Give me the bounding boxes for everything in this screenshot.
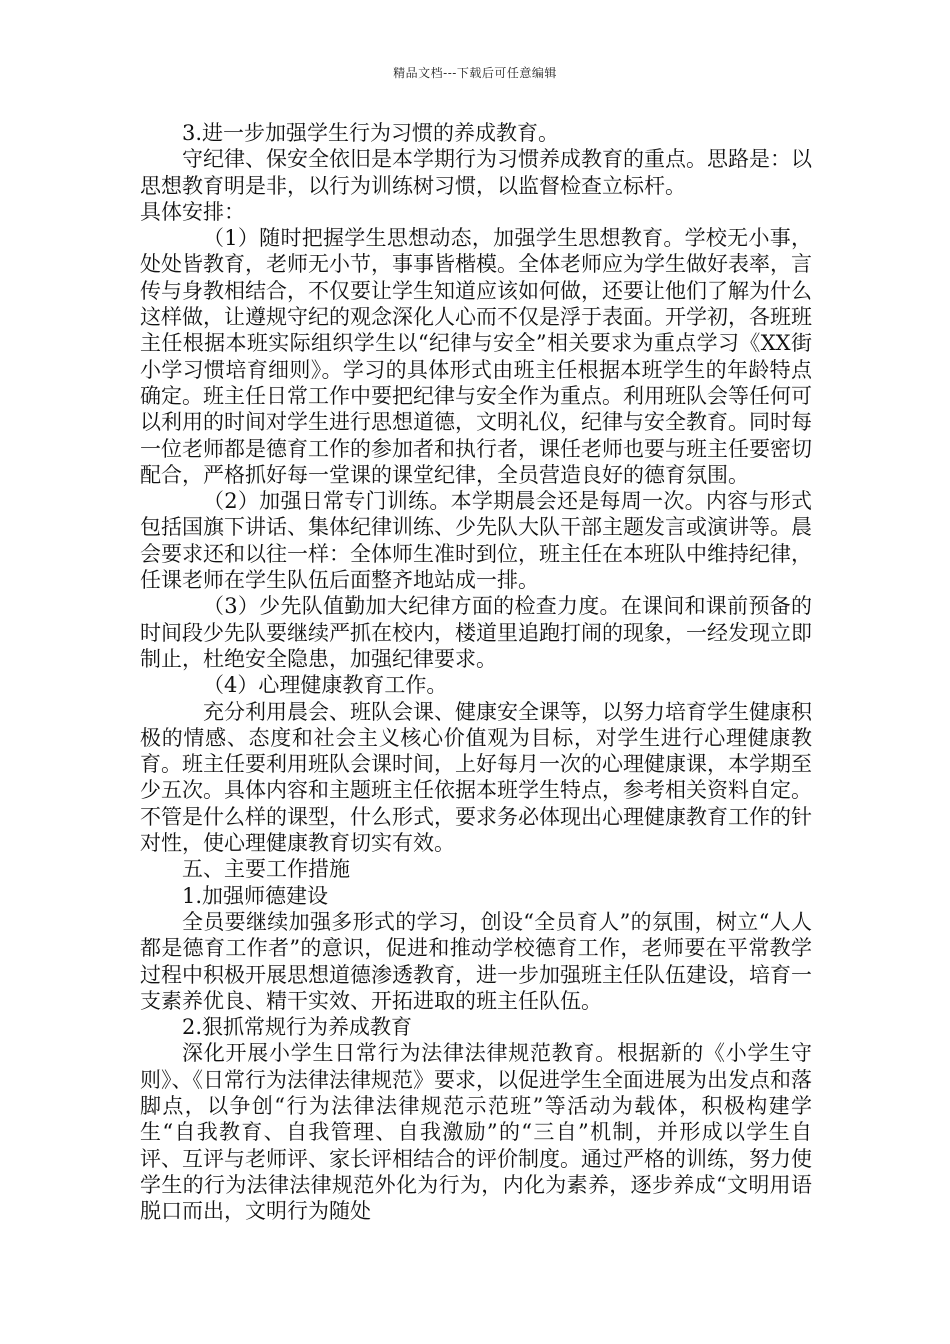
document-body xyxy=(140,120,812,1224)
paragraph-focus: 守纪律、保安全依旧是本学期行为习惯养成教育的重点。思路是：以思想教育明是非，以行为训练树习惯，以监督检查立标杆。 xyxy=(140,147,812,198)
paragraph-item-4: （4）心理健康教育工作。 xyxy=(203,673,448,698)
subheading-1: 1.加强师德建设 xyxy=(182,883,329,908)
paragraph-item-1: （1）随时把握学生思想动态，加强学生思想教育。学校无小事，处处皆教育，老师无小节，事事皆楷模。全体老师应为学生做好表率，言传与身教相结合，不仅要让学生知道应该如何做，还要让他们了解为什么这样做，让遵规守纪的观念深化人心而不仅是浮于表面。开学初，各班班主任根据本班实际组织学生以“纪律与安全”相关要求为重点学习《XX街小学习惯培育细则》。学习的具体形式由班主任根据本班学生的年龄特点确定。班主任日常工作中要把纪律与安全作为重点。利用班队会等任何可以利用的时间对学生进行思想道德，文明礼仪，纪律与安全教育。同时每一位老师都是德育工作的参加者和执行者，课任老师也要与班主任要密切配合，严格抓好每一堂课的课堂纪律，全员营造良好的德育氛围。 xyxy=(140,226,812,487)
paragraph-mental-health: 充分利用晨会、班队会课、健康安全课等，以努力培育学生健康积极的情感、态度和社会主义核心价值观为目标，对学生进行心理健康教育。班主任要利用班队会课时间，上好每月一次的心理健康课，本学期至少五次。具体内容和主题班主任依据本班学生特点，参考相关资料自定。不管是什么样的课型，什么形式，要求务必体现出心理健康教育工作的针对性，使心理健康教育切实有效。 xyxy=(140,699,812,856)
paragraph-behavior-education: 深化开展小学生日常行为法律法律规范教育。根据新的《小学生守则》、《日常行为法律法律规范》要求，以促进学生全面进展为出发点和落脚点，以争创“行为法律法律规范示范班”等活动为载体，积极构建学生“自我教育、自我管理、自我激励”的“三自”机制，并形成以学生自评、互评与老师评、家长评相结合的评价制度。通过严格的训练，努力使学生的行为法律法律规范外化为行为，内化为素养，逐步养成“文明用语脱口而出，文明行为随处 xyxy=(140,1041,812,1224)
section-heading-5: 五、主要工作措施 xyxy=(182,857,350,882)
subheading-2: 2.狠抓常规行为养成教育 xyxy=(182,1015,413,1040)
paragraph-heading-3: 3.进一步加强学生行为习惯的养成教育。 xyxy=(182,121,560,145)
paragraph-teacher-ethics: 全员要继续加强多形式的学习，创设“全员育人”的氛围，树立“人人都是德育工作者”的意识，促进和推动学校德育工作，老师要在平常教学过程中积极开展思想道德渗透教育，进一步加强班主任队伍建设，培育一支素养优良、精干实效、开拓进取的班主任队伍。 xyxy=(140,909,812,1013)
page-header: 精品文档---下载后可任意编辑 xyxy=(393,66,557,80)
paragraph-item-2: （2）加强日常专门训练。本学期晨会还是每周一次。内容与形式包括国旗下讲话、集体纪律训练、少先队大队干部主题发言或演讲等。晨会要求还和以往一样：全体师生准时到位，班主任在本班队中维持纪律，任课老师在学生队伍后面整齐地站成一排。 xyxy=(140,489,812,593)
paragraph-arrangement-label: 具体安排： xyxy=(140,199,245,224)
paragraph-item-3: （3）少先队值勤加大纪律方面的检查力度。在课间和课前预备的时间段少先队要继续严抓在校内，楼道里追跑打闹的现象，一经发现立即制止，杜绝安全隐患，加强纪律要求。 xyxy=(140,594,812,671)
